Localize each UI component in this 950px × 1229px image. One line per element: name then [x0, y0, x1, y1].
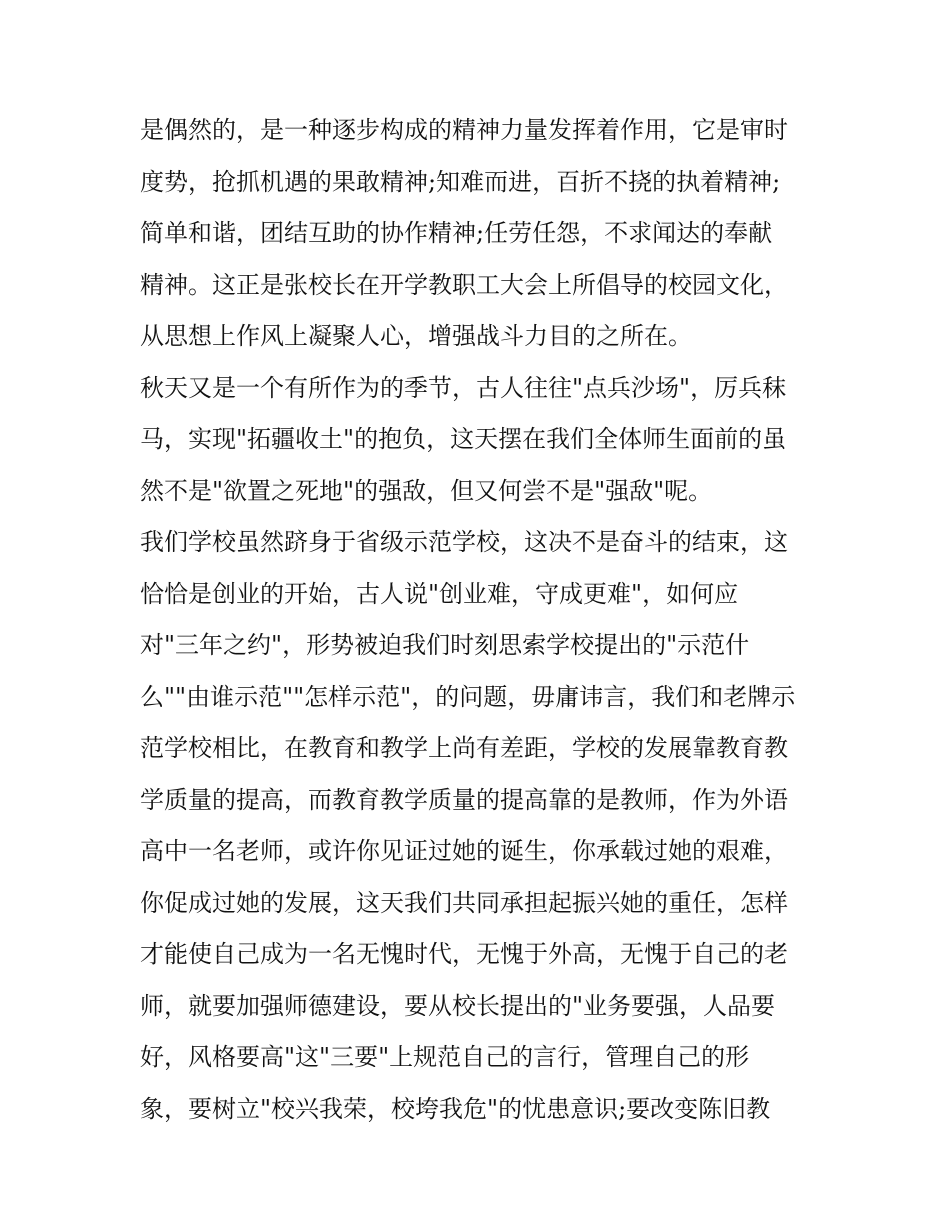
text-line: 高中一名老师，或许你见证过她的诞生，你承载过她的艰难， — [140, 837, 788, 865]
text-line: 范学校相比，在教育和教学上尚有差距，学校的发展靠教育教 — [140, 734, 788, 762]
text-line: 度势，抢抓机遇的果敢精神;知难而进，百折不挠的执着精神; — [140, 167, 781, 196]
text-line: 精神。这正是张校长在开学教职工大会上所倡导的校园文化， — [140, 270, 788, 299]
text-line: 师，就要加强师德建设，要从校长提出的"业务要强，人品要 — [140, 991, 776, 1020]
text-line: 简单和谐，团结互助的协作精神;任劳任怨，不求闻达的奉献 — [140, 219, 773, 247]
body-text — [140, 105, 820, 1135]
text-line: 我们学校虽然跻身于省级示范学校，这决不是奋斗的结束，这 — [140, 528, 788, 556]
text-line: 么""由谁示范""怎样示范"，的问题，毋庸讳言，我们和老牌示 — [140, 682, 796, 711]
text-line: 才能使自己成为一名无愧时代，无愧于外高，无愧于自己的老 — [140, 940, 788, 968]
text-line: 象，要树立"校兴我荣，校垮我危"的忧患意识;要改变陈旧教 — [140, 1094, 771, 1123]
text-line: 是偶然的，是一种逐步构成的精神力量发挥着作用，它是审时 — [140, 116, 788, 144]
text-line: 从思想上作风上凝聚人心，增强战斗力目的之所在。 — [140, 322, 692, 350]
text-line: 然不是"欲置之死地"的强敌，但又何尝不是"强敌"呢。 — [140, 476, 713, 505]
text-line: 好，风格要高"这"三要"上规范自己的言行，管理自己的形 — [140, 1043, 750, 1071]
text-line: 秋天又是一个有所作为的季节，古人往往"点兵沙场"，厉兵秣 — [140, 373, 787, 402]
text-line: 马，实现"拓疆收土"的抱负，这天摆在我们全体师生面前的虽 — [140, 425, 787, 453]
text-line: 对"三年之约"，形势被迫我们时刻思索学校提出的"示范什 — [140, 631, 750, 659]
text-line: 学质量的提高，而教育教学质量的提高靠的是教师，作为外语 — [140, 785, 788, 814]
text-line: 你促成过她的发展，这天我们共同承担起振兴她的重任，怎样 — [140, 888, 788, 917]
text-line: 恰恰是创业的开始，古人说"创业难，守成更难"，如何应 — [140, 579, 739, 608]
